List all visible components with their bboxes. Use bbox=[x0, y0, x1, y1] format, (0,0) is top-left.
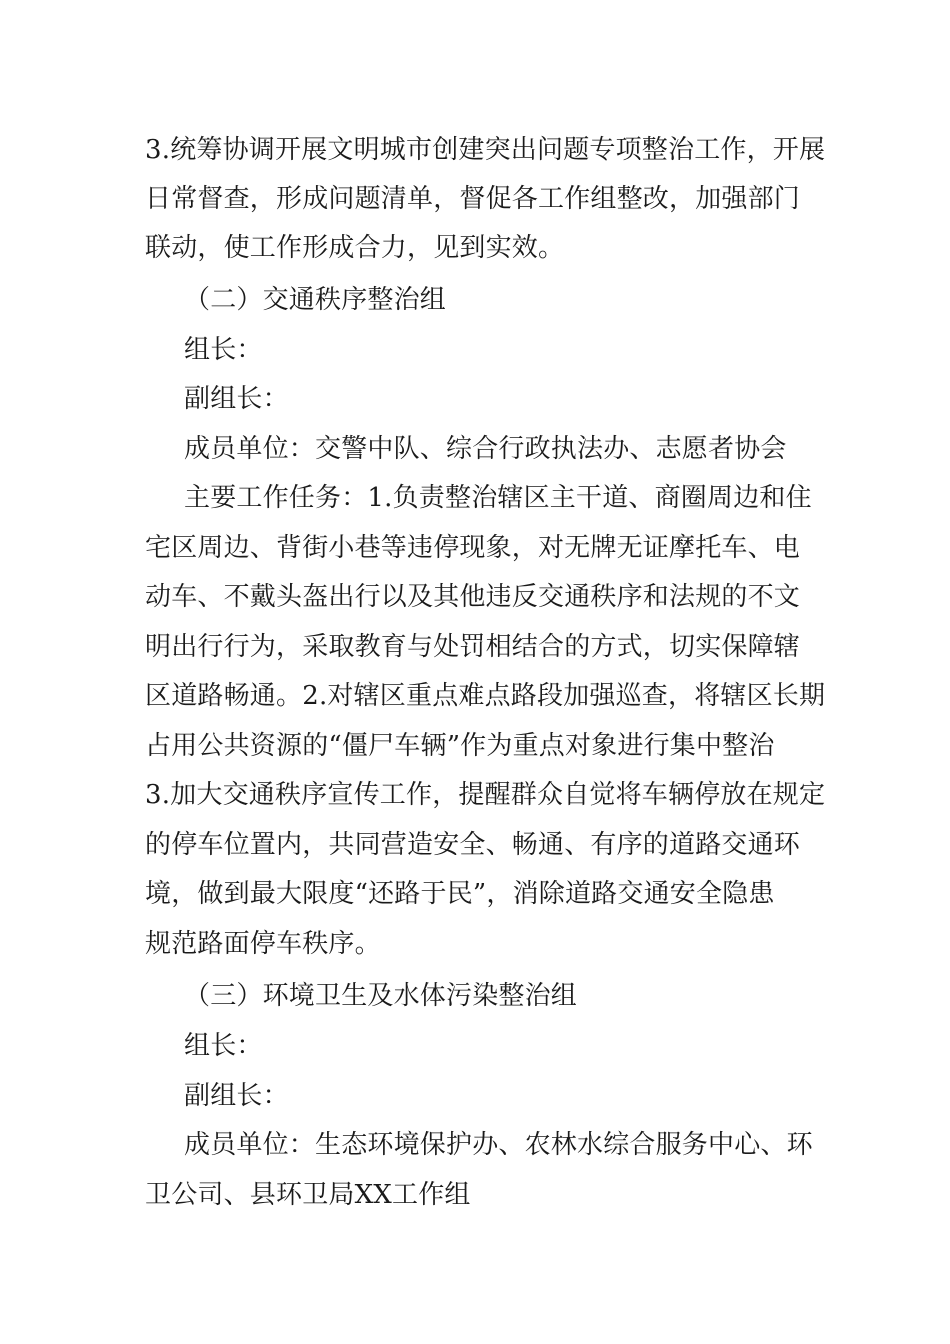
text-line: 动车、不戴头盔出行以及其他违反交通秩序和法规的不文 bbox=[145, 582, 801, 612]
text-line: 3.统筹协调开展文明城市创建突出问题专项整治工作，开展 bbox=[145, 135, 826, 165]
text-line: 主要工作任务：1.负责整治辖区主干道、商圈周边和住 bbox=[184, 483, 812, 513]
text-line: 境，做到最大限度“还路于民”，消除道路交通安全隐患 bbox=[145, 879, 775, 909]
text-line: 组长： bbox=[184, 335, 263, 365]
text-line: 组长： bbox=[184, 1031, 263, 1061]
text-line: 规范路面停车秩序。 bbox=[145, 929, 381, 959]
section-heading: （三）环境卫生及水体污染整治组 bbox=[184, 981, 578, 1011]
text-line: 副组长： bbox=[184, 384, 289, 414]
text-line: 联动，使工作形成合力，见到实效。 bbox=[145, 233, 565, 263]
text-line: 的停车位置内，共同营造安全、畅通、有序的道路交通环 bbox=[145, 830, 801, 860]
text-line: 成员单位：生态环境保护办、农林水综合服务中心、环 bbox=[184, 1130, 813, 1160]
text-line: 成员单位：交警中队、综合行政执法办、志愿者协会 bbox=[184, 434, 787, 464]
section-heading: （二）交通秩序整治组 bbox=[184, 285, 447, 315]
text-line: 区道路畅通。2.对辖区重点难点路段加强巡查，将辖区长期 bbox=[145, 681, 826, 711]
text-line: 明出行行为，采取教育与处罚相结合的方式，切实保障辖 bbox=[145, 632, 801, 662]
text-line: 日常督查，形成问题清单，督促各工作组整改，加强部门 bbox=[145, 184, 801, 214]
text-line: 卫公司、县环卫局XX工作组 bbox=[145, 1180, 471, 1210]
text-line: 副组长： bbox=[184, 1081, 289, 1111]
text-line: 3.加大交通秩序宣传工作，提醒群众自觉将车辆停放在规定 bbox=[145, 780, 826, 810]
text-line: 占用公共资源的“僵尸车辆”作为重点对象进行集中整治 bbox=[145, 731, 775, 761]
text-line: 宅区周边、背街小巷等违停现象，对无牌无证摩托车、电 bbox=[145, 533, 801, 563]
